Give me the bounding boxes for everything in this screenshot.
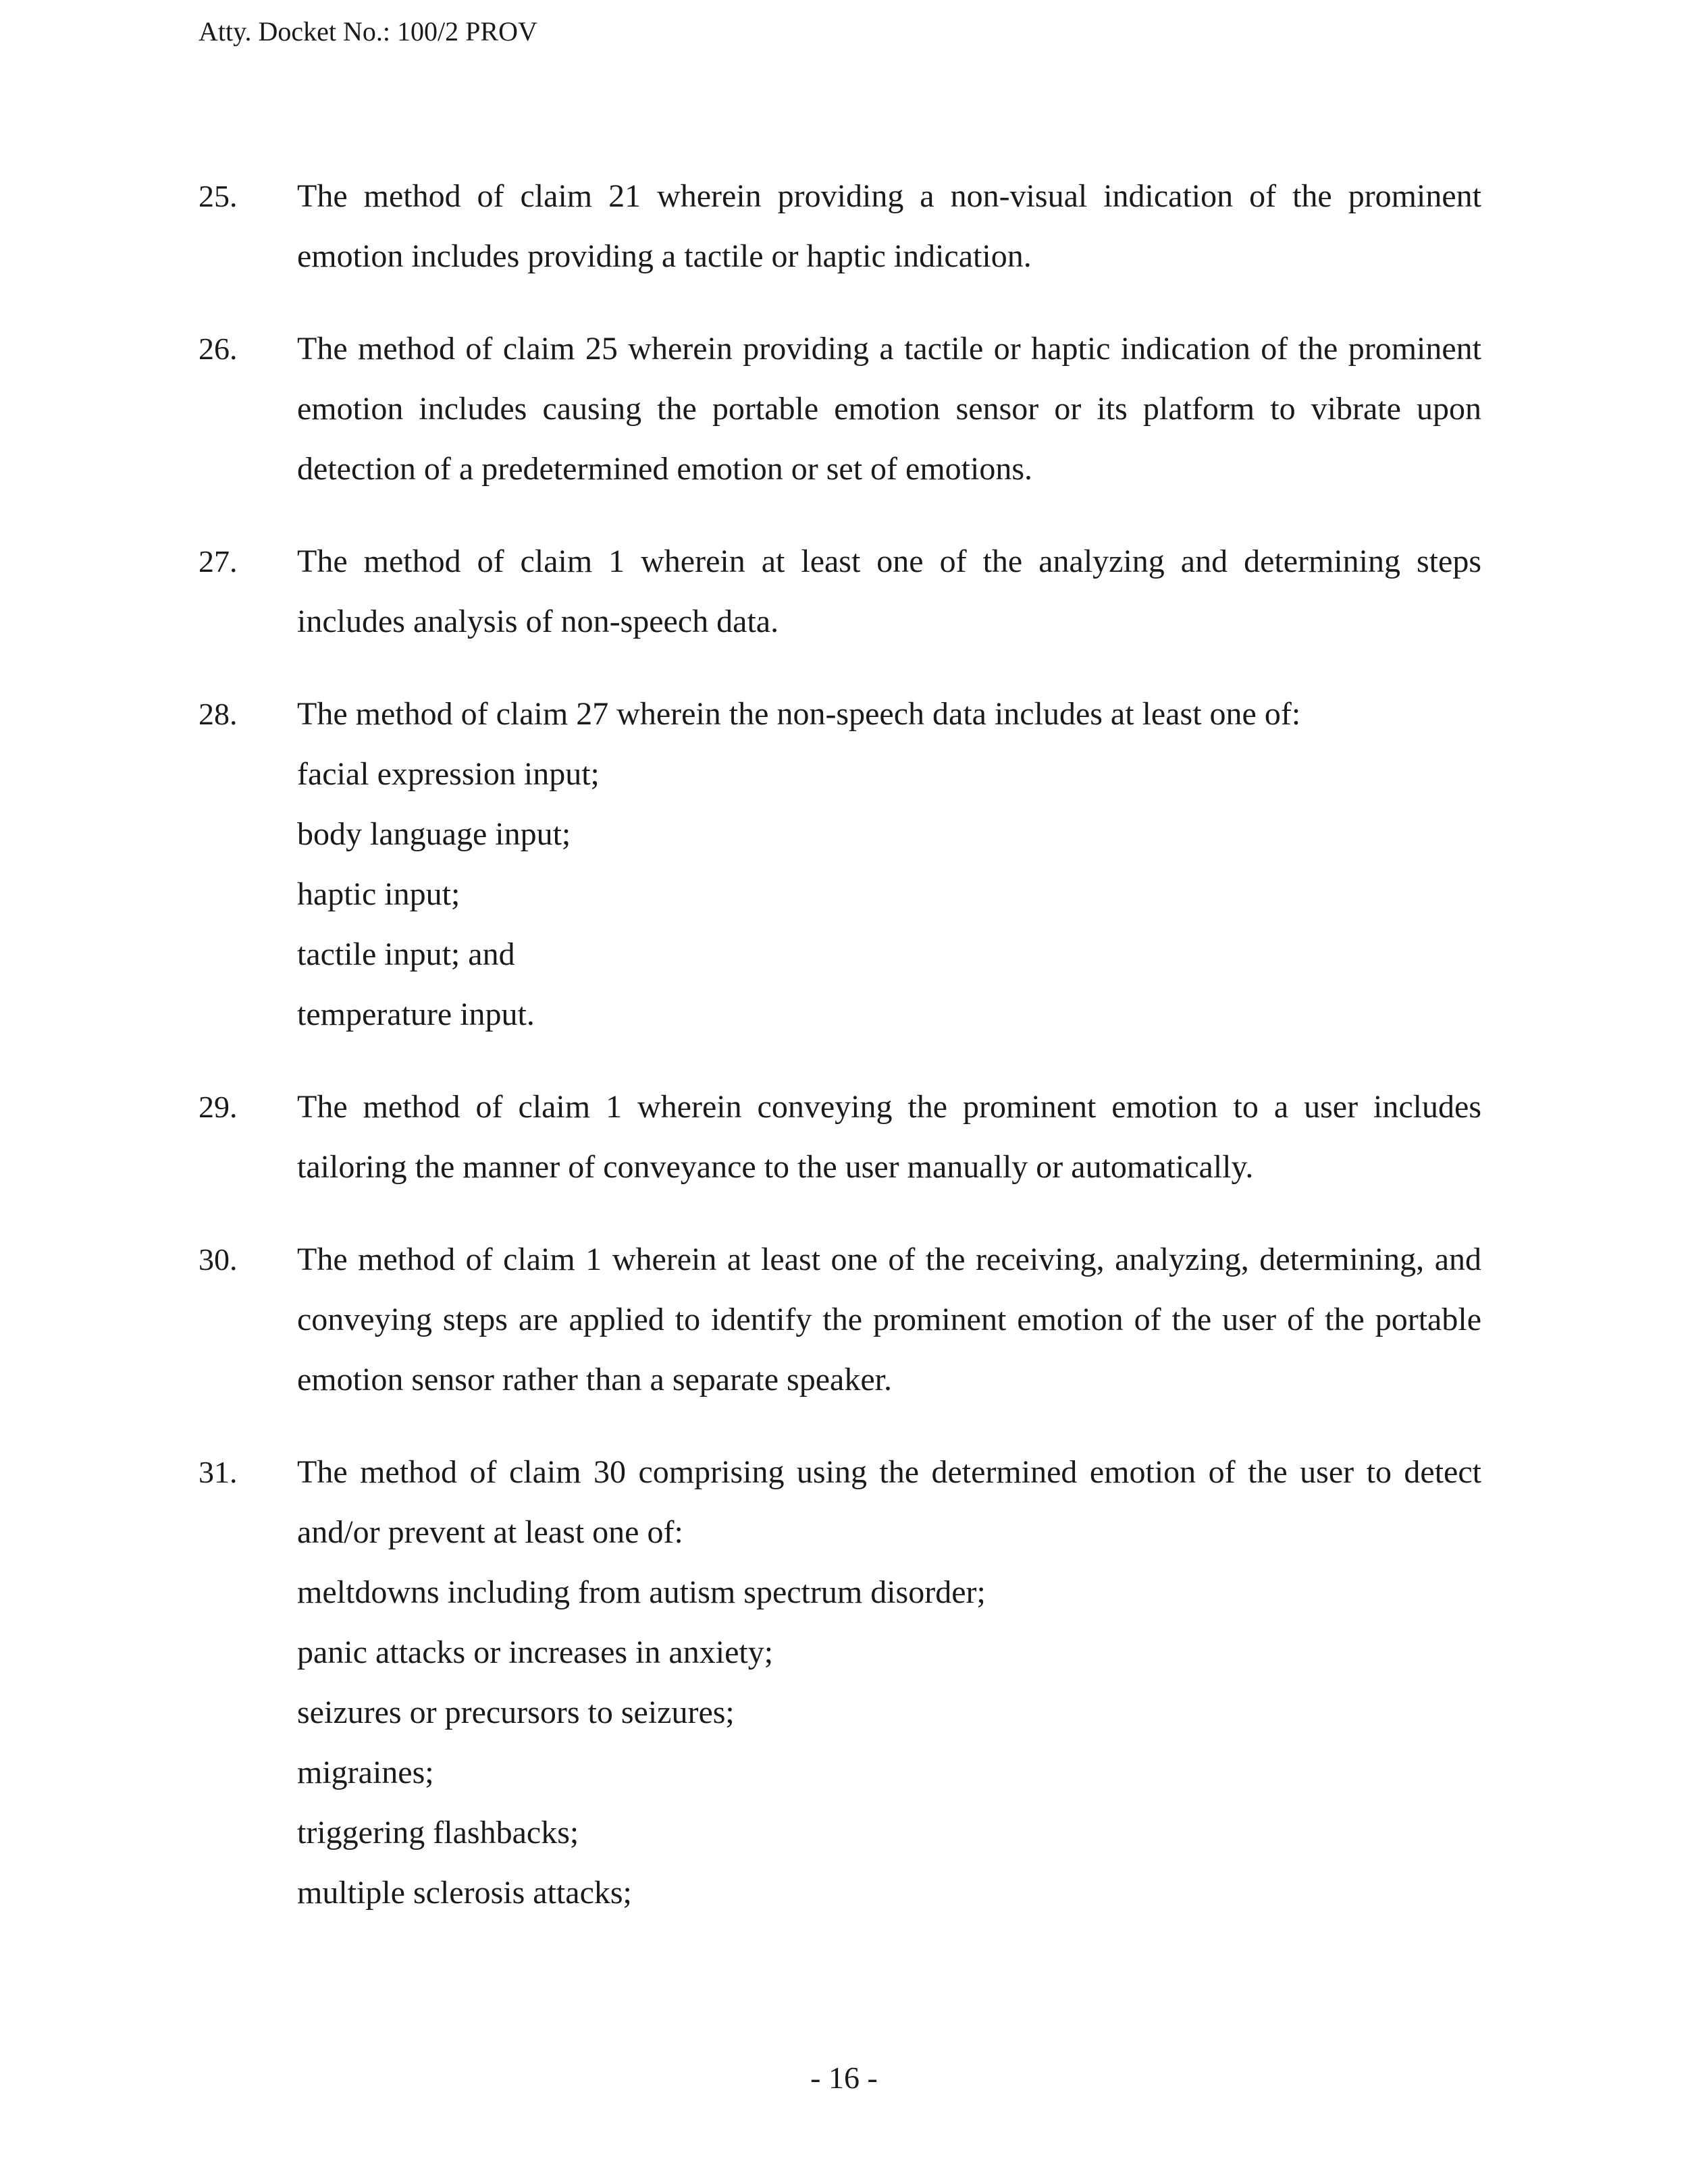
claim-text: The method of claim 30 comprising using the determined emotion of the user to detect and/or prevent at least one of: [297,1454,1481,1550]
claim-number: 31. [199,1455,238,1489]
claim-list-item: body language input; [297,816,571,852]
claims-list [0,166,1688,1955]
claim-text: The method of claim 25 wherein providing a tactile or haptic indication of the prominent emotion includes causing the portable emotion sensor or its platform to vibrate upon detection of a predetermined emotion or set of emotions. [297,331,1481,487]
claim-body [297,1077,1481,1197]
claim-list-item: migraines; [297,1755,434,1790]
claim-text: The method of claim 1 wherein at least one of the receiving, analyzing, determining, and conveying steps are applied to identify the prominent emotion of the user of the portable emotion sensor rather than a separate speaker. [297,1242,1481,1397]
claim-31 [0,1442,1688,1923]
claim-number: 29. [199,1090,238,1124]
claim-list-item: facial expression input; [297,756,600,792]
claim-26 [0,319,1688,499]
claim-30 [0,1229,1688,1410]
claim-27 [0,531,1688,651]
docket-header: Atty. Docket No.: 100/2 PROV [199,16,537,47]
claim-text: The method of claim 1 wherein at least one of the analyzing and determining steps includes analysis of non-speech data. [297,543,1481,639]
claim-number: 30. [199,1242,238,1277]
claim-28 [0,684,1688,1044]
claim-25 [0,166,1688,286]
claim-list-item: triggering flashbacks; [297,1815,579,1850]
claim-body [297,1229,1481,1410]
claim-body [297,319,1481,499]
claim-list-item: tactile input; and [297,936,515,972]
claim-number: 28. [199,697,238,731]
claim-number: 25. [199,179,238,213]
claim-body [297,531,1481,651]
page-number: - 16 - [810,2060,878,2095]
claim-list-item: panic attacks or increases in anxiety; [297,1634,774,1670]
claim-body [297,166,1481,286]
claim-text: The method of claim 21 wherein providing a non-visual indication of the prominent emotion includes providing a tactile or haptic indication. [297,178,1481,274]
claim-text: The method of claim 27 wherein the non-speech data includes at least one of: [297,696,1301,732]
claim-body [297,1442,1481,1923]
claim-text: The method of claim 1 wherein conveying the prominent emotion to a user includes tailoring the manner of conveyance to the user manually or automatically. [297,1089,1481,1185]
claim-number: 27. [199,544,238,579]
claim-list-item: seizures or precursors to seizures; [297,1695,735,1730]
claim-list-item: haptic input; [297,876,460,912]
claim-list-item: temperature input. [297,996,535,1032]
claim-number: 26. [199,331,238,366]
claim-body [297,684,1481,1044]
claim-29 [0,1077,1688,1197]
claim-list-item: multiple sclerosis attacks; [297,1875,632,1911]
claim-list-item: meltdowns including from autism spectrum disorder; [297,1574,986,1610]
